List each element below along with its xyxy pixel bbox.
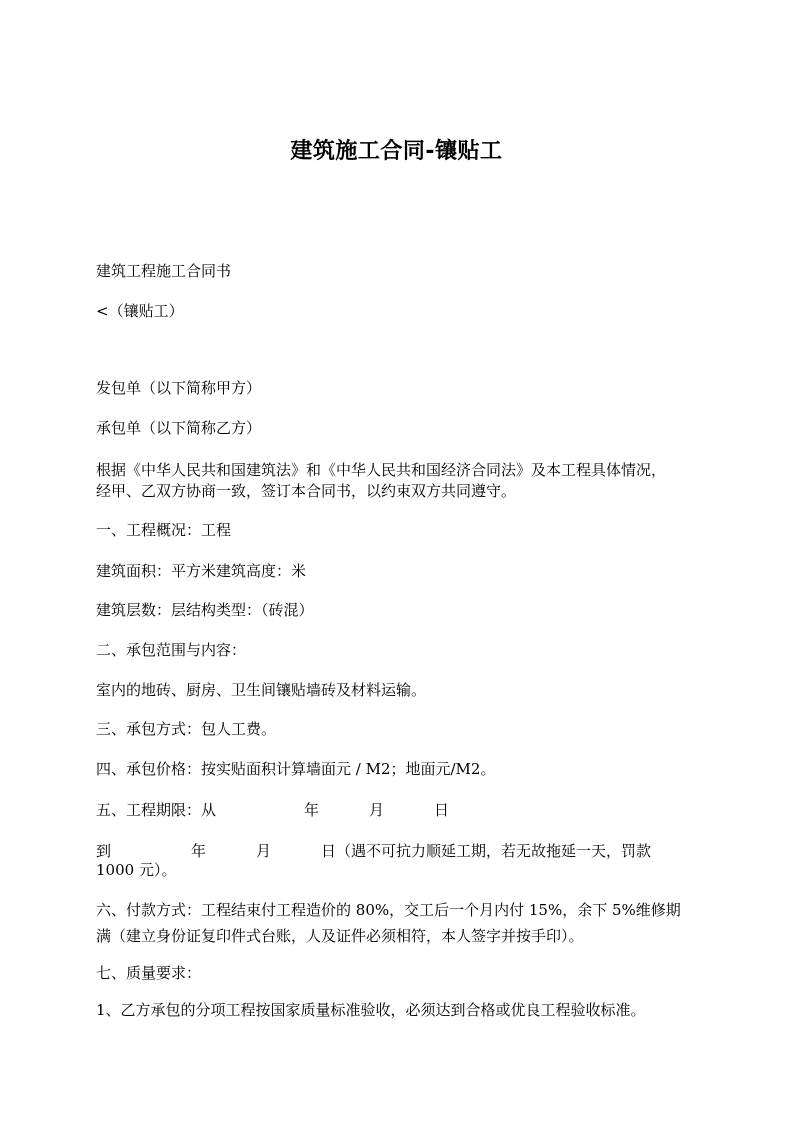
section-4-price: 四、承包价格：按实贴面积计算墙面元 / M2；地面元/M2。 [96, 760, 496, 778]
penalty-amount-line: 1000 元）。 [96, 861, 177, 879]
section-3-method: 三、承包方式：包人工费。 [96, 720, 277, 738]
party-b-line: 承包单（以下简称乙方） [96, 419, 262, 437]
quality-item-1: 1、乙方承包的分项工程按国家质量标准验收，必须达到合格或优良工程验收标准。 [96, 1001, 646, 1019]
section-2-scope: 二、承包范围与内容： [96, 641, 247, 659]
period-day: 日 [434, 801, 450, 819]
period-end-year: 年 [191, 842, 207, 860]
section-7-quality: 七、质量要求： [96, 964, 202, 982]
building-floors-line: 建筑层数：层结构类型：（砖混） [96, 601, 314, 619]
section-1-overview: 一、工程概况：工程 [96, 521, 232, 539]
period-label: 五、工程期限：从 [96, 801, 217, 819]
period-to: 到 [96, 842, 112, 860]
period-end-line [96, 841, 696, 862]
period-month: 月 [369, 801, 385, 819]
document-title: 建筑施工合同-镶贴工 [290, 139, 503, 164]
period-year: 年 [304, 801, 320, 819]
contract-heading: 建筑工程施工合同书 [96, 262, 232, 280]
period-end-month: 月 [256, 842, 272, 860]
preamble-line-1: 根据《中华人民共和国建筑法》和《中华人民共和国经济合同法》及本工程具体情况， [96, 461, 667, 479]
section-5-period [96, 800, 696, 821]
contract-subheading: <（镶贴工） [96, 302, 184, 320]
party-a-line: 发包单（以下简称甲方） [96, 379, 262, 397]
period-end-day-penalty: 日（遇不可抗力顺延工期，若无故拖延一天，罚款 [321, 842, 652, 860]
preamble-line-2: 经甲、乙双方协商一致，签订本合同书，以约束双方共同遵守。 [96, 482, 517, 500]
building-area-line: 建筑面积：平方米建筑高度：米 [96, 562, 307, 580]
scope-content-line: 室内的地砖、厨房、卫生间镶贴墙砖及材料运输。 [96, 681, 427, 699]
section-6-payment-line-2: 满（建立身份证复印件式台账，人及证件必须相符，本人签字并按手印）。 [96, 927, 584, 945]
section-6-payment-line-1: 六、付款方式：工程结束付工程造价的 80%，交工后一个月内付 15%，余下 5%维修期 [96, 901, 681, 919]
